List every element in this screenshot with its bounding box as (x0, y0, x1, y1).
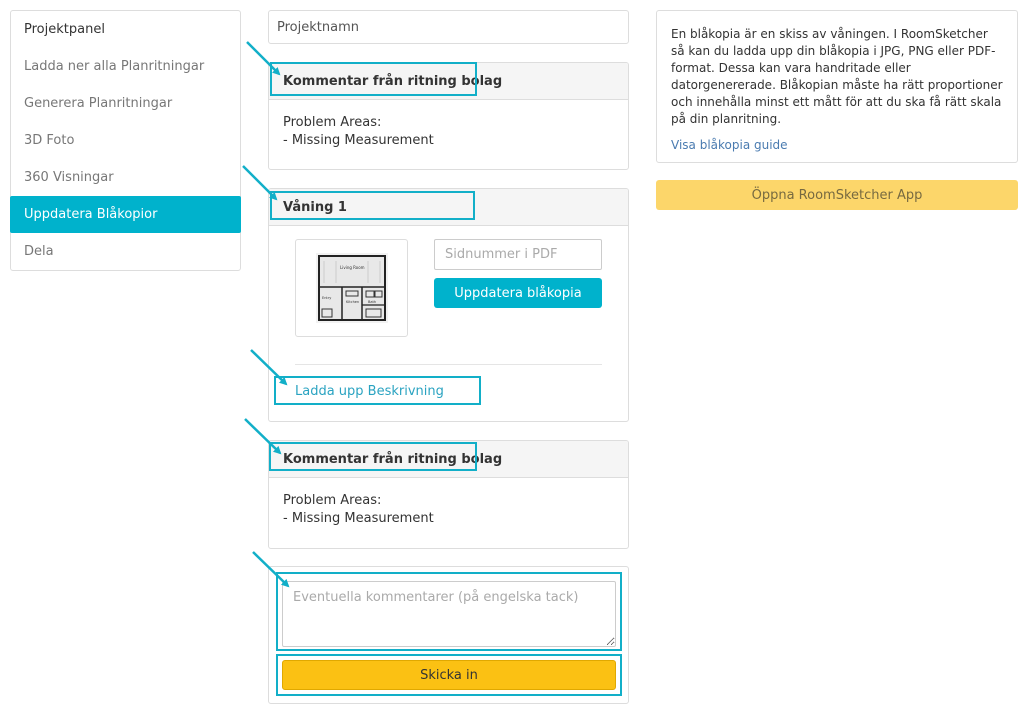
sidebar-item-dela[interactable]: Dela (24, 244, 54, 259)
arrow-icon (247, 42, 279, 74)
arrow-icon (253, 552, 288, 586)
arrow-icon (243, 166, 276, 199)
open-roomsketcher-app-button[interactable]: Öppna RoomSketcher App (656, 180, 1018, 210)
sidebar-item-uppdatera-blakopior[interactable]: Uppdatera Blåkopior (10, 196, 241, 233)
arrow-icon (251, 350, 286, 384)
thumb-label-kitchen: Kitchen (346, 300, 360, 304)
submit-button[interactable]: Skicka in (282, 660, 616, 690)
sidebar-item-projektpanel[interactable]: Projektpanel (24, 22, 105, 37)
blueprint-info-text: En blåkopia är en skiss av våningen. I RoomSketcher så kan du ladda upp din blåkopia i JPG, PNG eller PDF-format. Dessa kan vara handritade eller datorgenererade. Blåkopian måste ha rätt proportioner och innehålla minst ett mått för att du ska få rätt skala på din planritning. (671, 27, 1003, 126)
thumb-label-living-room: Living Room (340, 265, 365, 270)
sidebar-item-generera[interactable]: Generera Planritningar (24, 96, 173, 111)
thumb-label-entry: Entry (322, 296, 332, 300)
arrow-icon (245, 419, 280, 453)
problem-areas-label: Problem Areas: (283, 115, 382, 130)
upload-description-link[interactable]: Ladda upp Beskrivning (295, 384, 444, 399)
sidebar-item-3d-foto[interactable]: 3D Foto (24, 133, 75, 148)
blueprint-guide-link[interactable]: Visa blåkopia guide (671, 138, 788, 152)
comment-panel-title: Kommentar från ritning bolag (269, 63, 628, 100)
sidebar-item-360-visningar[interactable]: 360 Visningar (24, 170, 114, 185)
update-blueprint-button[interactable]: Uppdatera blåkopia (434, 278, 602, 308)
problem-item-2: - Missing Measurement (283, 511, 434, 526)
problem-item: - Missing Measurement (283, 133, 434, 148)
comment-panel-title-2: Kommentar från ritning bolag (269, 441, 628, 478)
problem-areas-label-2: Problem Areas: (283, 493, 382, 508)
floor-panel-title: Våning 1 (269, 189, 628, 226)
thumb-label-bath: Bath (368, 300, 377, 304)
sidebar-item-ladda-ner[interactable]: Ladda ner alla Planritningar (24, 59, 205, 74)
